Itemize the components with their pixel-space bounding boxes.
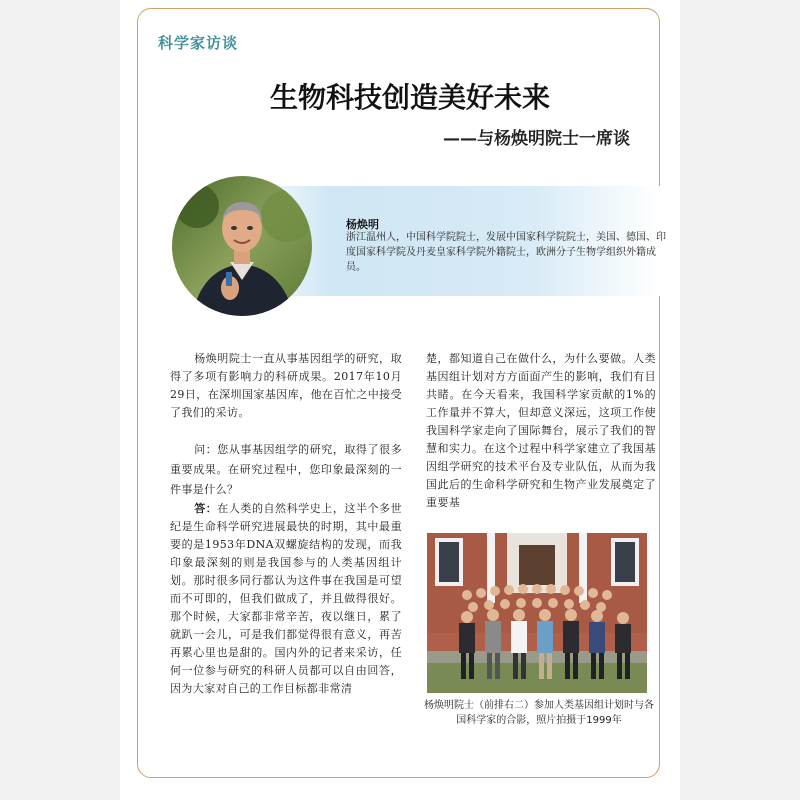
- answer-label: 答：: [194, 502, 218, 515]
- portrait-photo: [172, 176, 312, 316]
- article-left-column: [170, 350, 402, 698]
- question-paragraph: 问：您从事基因组学的研究，取得了很多重要成果。在研究过程中，您印象最深刻的一件事是什么？: [170, 443, 402, 496]
- page-subtitle: ——与杨焕明院士一席谈: [443, 129, 630, 149]
- article-right-column: [426, 350, 656, 512]
- photo-caption: 杨焕明院士（前排右二）参加人类基因组计划时与各国科学家的合影，照片拍摄于1999年: [424, 700, 654, 726]
- answer-left-text: 在人类的自然科学史上，这半个多世纪是生命科学研究进展最快的时期，其中最重要的是1953年DNA双螺旋结构的发现，而我印象最深刻的则是我国参与的人类基因组计划。那时很多同行都认为这件事在我国是可望而不可即的，但我们做成了，并且做得很好。那个时候，大家都非常辛苦，夜以继日，累了就趴一会儿，可是我们都觉得很有意义，再苦再累心里也是甜的。国内外的记者来采访，任何一位参与研究的科研人员都可以自由回答，因为大家对自己的工作目标都非常清: [170, 502, 402, 695]
- answer-paragraph: [170, 500, 402, 698]
- bio-name: 杨焕明: [346, 218, 379, 231]
- intro-paragraph: 杨焕明院士一直从事基因组学的研究，取得了多项有影响力的科研成果。2017年10月29日，在深圳国家基因库，他在百忙之中接受了我们的采访。: [170, 352, 402, 419]
- group-photo: [427, 533, 647, 693]
- answer-right-text: 楚，都知道自己在做什么，为什么要做。人类基因组计划对方方面面产生的影响，我们有目共睹。在今天看来，我国科学家贡献的1%的工作量并不算大，但却意义深远，这项工作使我国科学家走向了国际舞台，展示了我们的智慧和实力。在这个过程中科学家建立了我国基因组学研究的技术平台及专业队伍，从而为我国此后的生命科学研究和生物产业发展奠定了重要基: [426, 352, 656, 509]
- page-title: 生物科技创造美好未来: [269, 81, 550, 114]
- bio-text: 浙江温州人，中国科学院院士，发展中国家科学院院士，美国、德国、印度国家科学院及丹麦皇家科学院外籍院士，欧洲分子生物学组织外籍成员。: [346, 232, 666, 273]
- column-tag: 科学家访谈: [158, 34, 239, 52]
